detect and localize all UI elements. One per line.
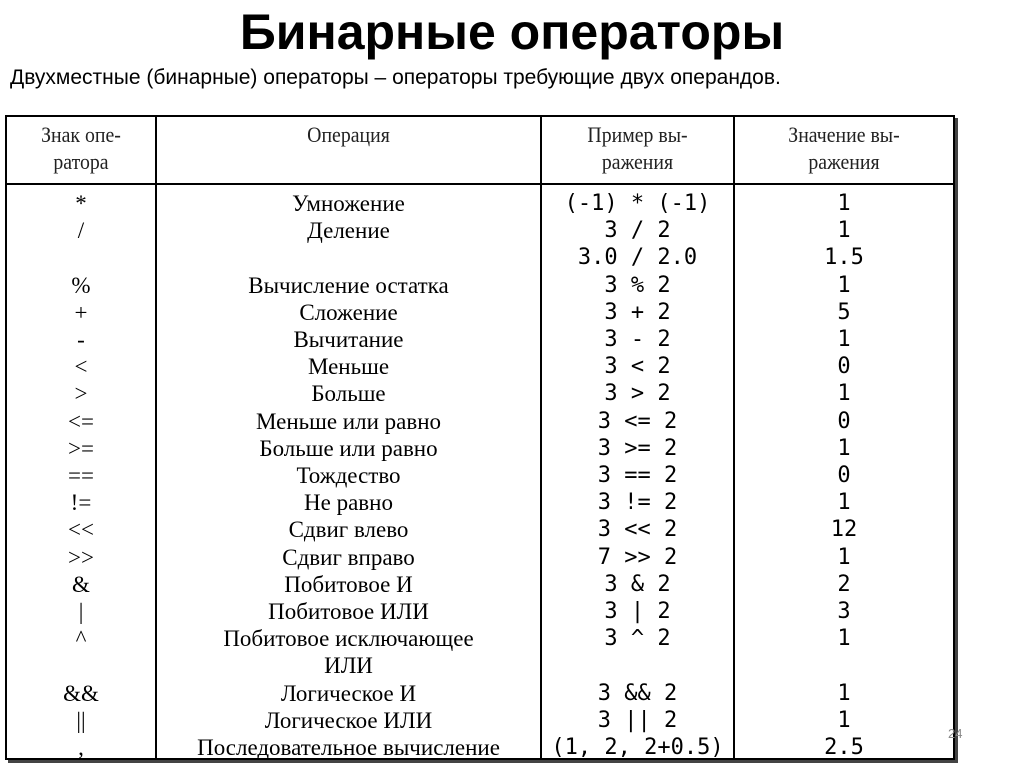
cell-operation: Меньше или равно [255,408,442,434]
cell-operator-sign: / [77,218,85,244]
cell-value: 1 [837,327,851,352]
cell-operation: Не равно [304,490,393,516]
cell-operation: Сложение [299,299,398,325]
table-row [7,625,953,652]
cell-value: 0 [837,463,851,488]
cell-example [542,652,733,679]
cell-value: 1.5 [824,245,864,271]
table-row [7,353,953,380]
cell-value: 1 [837,272,851,298]
cell-operation: Побитовое исключающее [223,626,474,652]
cell-example: 3 % 2 [604,272,671,298]
slide-title: Бинарные операторы [239,4,785,60]
cell-operator-sign: > [74,381,88,407]
cell-value: 1 [837,191,851,216]
cell-value: 1 [837,381,851,407]
table-row [7,707,953,734]
cell-value: 12 [830,517,858,543]
cell-operation: Логическое И [280,680,417,706]
cell-operation: Последовательное вычисление [197,735,500,760]
cell-value: 0 [837,354,851,380]
cell-operator-sign: * [75,191,87,216]
table-row [7,272,953,299]
cell-operation: Деление [307,218,390,244]
table-row [7,571,953,598]
table-row [7,489,953,516]
cell-operator-sign: - [77,327,85,352]
cell-operation: Больше или равно [259,435,438,461]
cell-value: 1 [837,707,851,733]
cell-operator-sign: || [76,707,86,733]
cell-example: 3 != 2 [597,490,678,516]
cell-example: 3 && 2 [597,680,678,706]
cell-value: 1 [837,218,851,244]
cell-example: 3 & 2 [604,571,671,597]
table-row [7,598,953,625]
table-row [7,190,953,217]
cell-operation: Вычисление остатка [248,272,449,298]
cell-operator-sign: <= [68,408,94,434]
cell-example: 3 >= 2 [597,435,678,461]
cell-operator-sign: >> [68,544,94,570]
cell-value: 1 [837,626,851,652]
header-example: Пример вы- ражения [587,122,688,174]
cell-example: (-1) * (-1) [564,191,711,216]
cell-operation: ИЛИ [324,653,373,679]
cell-value [735,652,953,679]
cell-operation: Логическое ИЛИ [264,707,433,733]
cell-example: 3 | 2 [604,599,671,624]
cell-operation: Сдвиг вправо [282,544,415,570]
cell-operator-sign: != [70,490,92,516]
cell-operator-sign: | [78,599,84,624]
cell-operator-sign: % [71,272,91,298]
cell-example: 3 < 2 [604,354,671,380]
cell-example: 3 ^ 2 [604,626,671,652]
cell-example: 7 >> 2 [597,544,678,570]
table-row [7,544,953,571]
cell-operation: Побитовое ИЛИ [268,599,429,624]
cell-value: 1 [837,490,851,516]
cell-operator-sign: & [72,571,90,597]
cell-value: 1 [837,680,851,706]
cell-operator-sign: + [74,299,88,325]
cell-operator-sign [7,652,155,679]
cell-operation: Умножение [292,191,405,216]
header-value: Значение вы- ражения [788,122,900,174]
header-operation: Операция [307,122,390,147]
cell-example: 3 > 2 [604,381,671,407]
table-row [7,734,953,761]
cell-value: 1 [837,544,851,570]
cell-value: 2.5 [824,735,864,760]
cell-example: (1, 2, 2+0.5) [551,735,724,760]
cell-value: 3 [837,599,851,624]
cell-example: 3 - 2 [604,327,671,352]
table-row [7,516,953,543]
cell-operator-sign: << [68,517,94,543]
cell-operator-sign: == [68,463,94,488]
cell-value: 0 [837,408,851,434]
operators-table [5,115,955,760]
cell-operator-sign: && [63,680,99,706]
table-row [7,380,953,407]
table-row [7,652,953,679]
cell-operation: Тождество [296,463,401,488]
cell-operation: Больше [311,381,386,407]
cell-operator-sign: ^ [75,626,87,652]
table-row [7,408,953,435]
cell-operation: Сдвиг влево [288,517,409,543]
table-row [7,435,953,462]
cell-operation [157,244,540,271]
cell-operation: Побитовое И [284,571,413,597]
cell-example: 3.0 / 2.0 [577,245,698,271]
cell-example: 3 / 2 [604,218,671,244]
header-divider [7,183,953,185]
page-number: 24 [948,726,963,741]
cell-operation: Меньше [307,354,390,380]
slide-subtitle: Двухместные (бинарные) операторы – операторы требующие двух операндов. [10,66,781,89]
cell-operator-sign: >= [68,435,94,461]
table-row [7,326,953,353]
cell-example: 3 <= 2 [597,408,678,434]
table-row [7,299,953,326]
cell-example: 3 << 2 [597,517,678,543]
cell-operator-sign [7,244,155,271]
cell-example: 3 || 2 [597,707,678,733]
table-row [7,462,953,489]
cell-operator-sign: , [78,735,84,760]
table-row [7,244,953,271]
header-operator-sign: Знак опе- ратора [41,122,121,174]
cell-operator-sign: < [74,354,88,380]
cell-operation: Вычитание [293,327,404,352]
table-row [7,217,953,244]
cell-value: 1 [837,435,851,461]
cell-example: 3 == 2 [597,463,678,488]
cell-value: 5 [837,299,851,325]
cell-example: 3 + 2 [604,299,671,325]
table-row [7,680,953,707]
cell-value: 2 [837,571,851,597]
